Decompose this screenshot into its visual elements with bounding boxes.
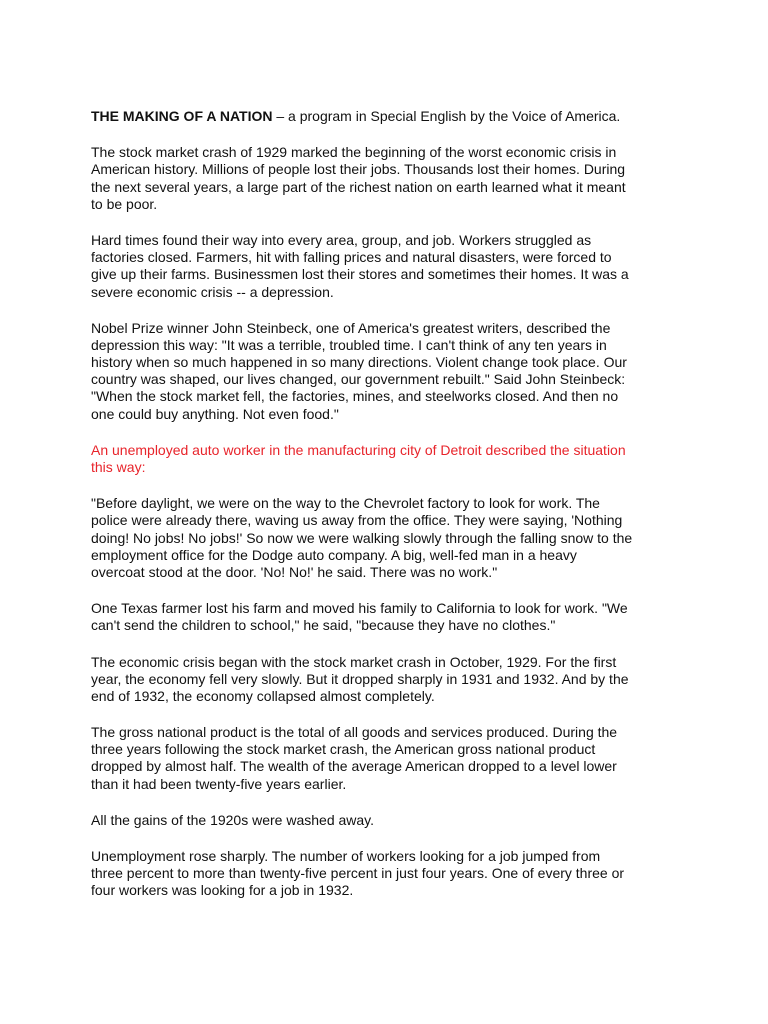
text-line: four workers was looking for a job in 1932.: [91, 882, 354, 899]
document-title: [91, 108, 691, 125]
text-line: history when so much happened in so many directions. Violent change took place. Our: [91, 354, 627, 371]
text-line: All the gains of the 1920s were washed away.: [91, 811, 375, 828]
text-line: end of 1932, the economy collapsed almost completely.: [91, 687, 435, 704]
text-line: to be poor.: [91, 195, 158, 212]
text-line: year, the economy fell very slowly. But it dropped sharply in 1931 and 1932. And by the: [91, 670, 629, 687]
text-line: The stock market crash of 1929 marked the beginning of the worst economic crisis in: [91, 144, 617, 161]
text-line: Unemployment rose sharply. The number of workers looking for a job jumped from: [91, 848, 601, 865]
text-line: police were already there, waving us away from the office. They were saying, 'Nothing: [91, 512, 623, 529]
text-line: Hard times found their way into every area, group, and job. Workers struggled as: [91, 231, 592, 248]
paragraph-gross-national-product: [91, 724, 691, 793]
text-line: three percent to more than twenty-five percent in just four years. One of every three or: [91, 865, 625, 882]
text-line: An unemployed auto worker in the manufacturing city of Detroit described the situation: [91, 441, 626, 458]
paragraph-economic-crisis: [91, 654, 691, 706]
paragraph-stock-market-crash: [91, 144, 691, 213]
text-line: The gross national product is the total of all goods and services produced. During the: [91, 724, 618, 741]
text-line: American history. Millions of people lost their jobs. Thousands lost their homes. During: [91, 161, 626, 178]
text-line: The economic crisis began with the stock market crash in October, 1929. For the first: [91, 653, 617, 670]
paragraph-texas-farmer: [91, 600, 691, 634]
text-line: employment office for the Dodge auto company. A big, well-fed man in a heavy: [91, 546, 577, 563]
text-line: Nobel Prize winner John Steinbeck, one of America's greatest writers, described the: [91, 319, 611, 336]
text-line: factories closed. Farmers, hit with falling prices and natural disasters, were forced to: [91, 249, 612, 266]
text-line: "Before daylight, we were on the way to the Chevrolet factory to look for work. The: [91, 495, 600, 512]
document-page: [91, 108, 691, 919]
text-line: doing! No jobs! No jobs!' So now we were walking slowly through the falling snow to the: [91, 529, 633, 546]
text-line: country was shaped, our lives changed, our government rebuilt." Said John Steinbeck:: [91, 371, 626, 388]
text-line: depression this way: "It was a terrible, troubled time. I can't think of any ten years in: [91, 336, 607, 353]
text-line: can't send the children to school," he said, "because they have no clothes.": [91, 617, 556, 634]
paragraph-unemployment: [91, 848, 691, 900]
text-line: one could buy anything. Not even food.": [91, 405, 339, 422]
text-line: three years following the stock market crash, the American gross national product: [91, 741, 596, 758]
text-line: One Texas farmer lost his farm and moved his family to California to look for work. "We: [91, 600, 628, 617]
text-line: overcoat stood at the door. 'No! No!' he said. There was no work.": [91, 563, 498, 580]
text-line: the next several years, a large part of the richest nation on earth learned what it meant: [91, 178, 626, 195]
paragraph-auto-worker-intro: [91, 442, 691, 476]
paragraph-gains-washed-away: [91, 812, 691, 829]
paragraph-hard-times: [91, 232, 691, 301]
text-line: this way:: [91, 459, 146, 476]
text-line: "When the stock market fell, the factories, mines, and steelworks closed. And then no: [91, 388, 619, 405]
text-line: dropped by almost half. The wealth of the average American dropped to a level lower: [91, 758, 617, 775]
paragraph-steinbeck: [91, 320, 691, 423]
paragraph-before-daylight: [91, 495, 691, 581]
title-rest-text: – a program in Special English by the Voice of America.: [272, 108, 621, 124]
text-line: than it had been twenty-five years earlier.: [91, 775, 347, 792]
title-bold-text: THE MAKING OF A NATION: [91, 108, 273, 124]
document-body: [91, 144, 691, 899]
text-line: severe economic crisis -- a depression.: [91, 283, 334, 300]
text-line: give up their farms. Businessmen lost their stores and sometimes their homes. It was a: [91, 266, 629, 283]
